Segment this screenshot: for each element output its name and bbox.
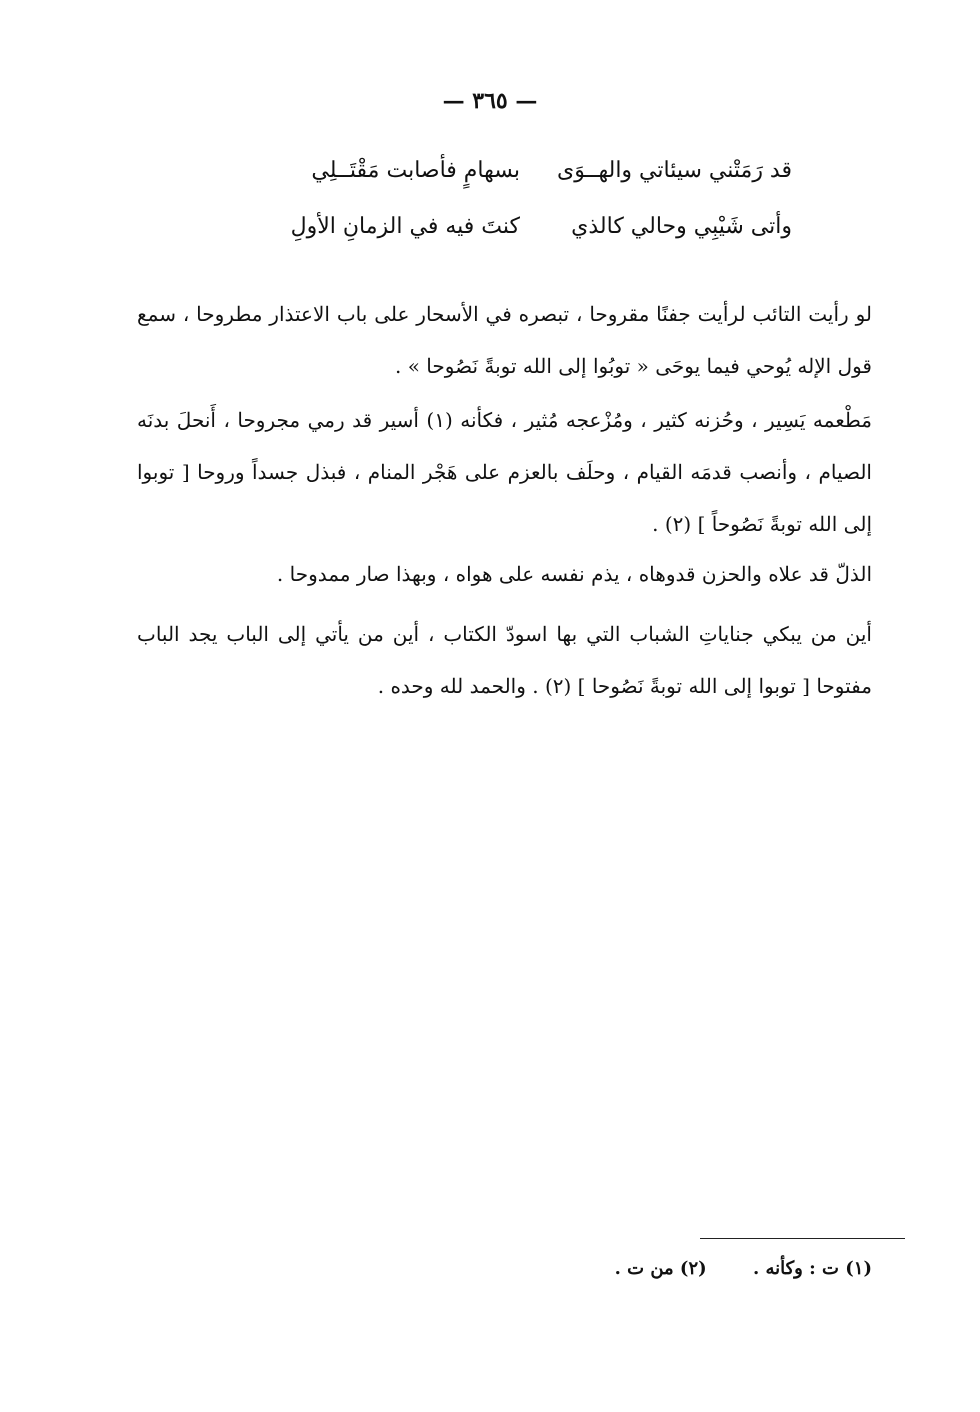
body-paragraph: مَطْعمه يَسِير ، وحُزنه كثير ، ومُزْعجه مُثير ، فكأنه (١) أسير قد رمي مجروحا ، أَنحلَ بدنَه الصيام ، وأنصب قدمَه القيام ، وحلَف بالعزم على هَجْر المنام ، فبذل جسداً وروحا [ توبوا إلى الله توبةً نَصُوحاً ] (٢) . (137, 408, 872, 536)
body-paragraph: الذلّ قد علاه والحزن قدوهاه ، يذم نفسه على هواه ، وبهذا صار ممدوحا . (276, 562, 872, 586)
footnote-1: (١) ت : وكأنه . (752, 1258, 872, 1279)
footnote-divider (700, 1238, 905, 1239)
verse-second-hemistich: كنتَ فيه في الزمانِ الأولِ (290, 214, 520, 239)
verse-first-hemistich: وأتى شَيْبِي وحالي كالذي (571, 214, 792, 239)
body-paragraph: أين من يبكي جناياتِ الشباب التي بها اسودّ الكتاب ، أين من يأتي إلى الباب يجد الباب مفتوحا [ توبوا إلى الله توبةً نَصُوحا ] (٢) . والحمد لله وحده . (137, 622, 872, 698)
poem-verse (0, 160, 980, 190)
footnote-2: (٢) من ت . (614, 1258, 707, 1279)
page-number: — ٣٦٥ — (442, 88, 538, 114)
verse-second-hemistich: بسهامٍ فأصابت مَقْتَــلِي (311, 158, 520, 183)
body-paragraph: لو رأيت التائب لرأيت جفنًا مقروحا ، تبصره في الأسحار على باب الاعتذار مطروحا ، سمع قول الإله يُوحي فيما يوحَى « توبُوا إلى الله توبةً نَصُوحا » . (137, 302, 872, 378)
poem-verse (0, 216, 980, 246)
verse-first-hemistich: قد رَمَتْني سيئاتي والهــوَى (557, 158, 792, 183)
footnotes (472, 1258, 872, 1279)
